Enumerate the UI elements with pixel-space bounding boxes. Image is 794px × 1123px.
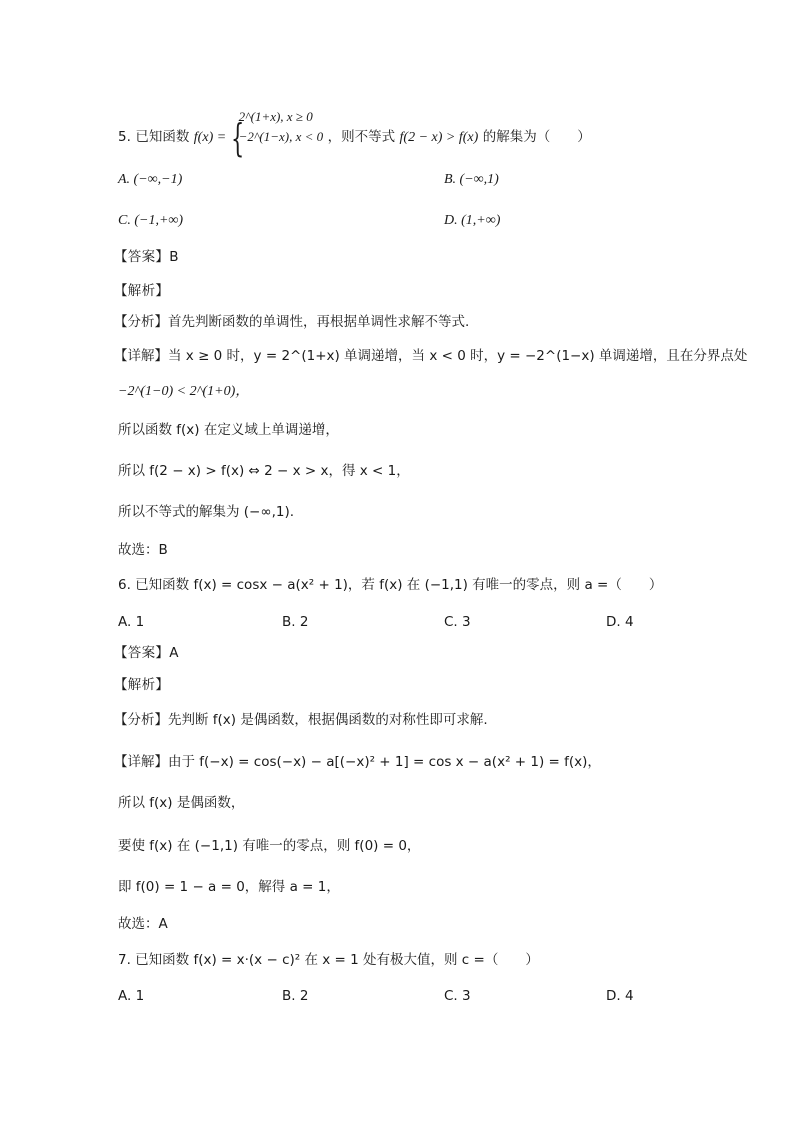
q6-analysis-label: 【解析】 [114, 677, 170, 693]
q7-stem: 7. 已知函数 f(x) = x·(x − c)² 在 x = 1 处有极大值，则 c =（ ） [118, 952, 539, 968]
q5-step-1: 所以函数 f(x) 在定义域上单调递增， [118, 422, 339, 438]
q6-fenxi: 【分析】先判断 f(x) 是偶函数，根据偶函数的对称性即可求解. [114, 712, 488, 728]
q5-case2: −2^(1−x), x < 0 [238, 129, 324, 144]
q5-option-a: A. (−∞,−1) [118, 172, 183, 187]
q5-func: f(x) = [193, 130, 227, 145]
q5-stem-prefix: 已知函数 [135, 129, 190, 145]
q6-option-c: C. 3 [444, 614, 471, 630]
q5-option-d: D. (1,+∞) [444, 213, 501, 228]
q5-number: 5. [118, 129, 131, 145]
q6-option-a: A. 1 [118, 614, 145, 630]
q5-inequality: f(2 − x) > f(x) [399, 130, 479, 145]
q5-option-b: B. (−∞,1) [444, 172, 499, 187]
q6-xiangjie: 【详解】由于 f(−x) = cos(−x) − a[(−x)² + 1] = cos x − a(x² + 1) = f(x)， [114, 754, 601, 770]
q5-stem-suffix: 的解集为（ ） [482, 129, 591, 145]
q7-option-c: C. 3 [444, 988, 471, 1004]
q5-fenxi: 【分析】首先判断函数的单调性，再根据单调性求解不等式. [114, 314, 470, 330]
q5-analysis-label: 【解析】 [114, 283, 170, 299]
q7-option-b: B. 2 [282, 988, 309, 1004]
q6-answer: 【答案】A [114, 645, 179, 661]
q5-stem [118, 109, 591, 160]
q5-answer: 【答案】B [114, 249, 179, 265]
q6-choose: 故选：A [118, 916, 168, 932]
q6-step-1: 所以 f(x) 是偶函数， [118, 795, 245, 811]
q6-step-3: 即 f(0) = 1 − a = 0，解得 a = 1， [118, 879, 340, 895]
q7-option-a: A. 1 [118, 988, 145, 1004]
q5-step-2: 所以 f(2 − x) > f(x) ⇔ 2 − x > x，得 x < 1， [118, 463, 410, 479]
q6-option-b: B. 2 [282, 614, 309, 630]
q5-case1: 2^(1+x), x ≥ 0 [238, 109, 313, 124]
q6-option-d: D. 4 [606, 614, 634, 630]
q5-xiangjie-1: 【详解】当 x ≥ 0 时，y = 2^(1+x) 单调递增，当 x < 0 时，y = −2^(1−x) 单调递增，且在分界点处 [114, 348, 748, 364]
q6-stem: 6. 已知函数 f(x) = cosx − a(x² + 1)，若 f(x) 在 (−1,1) 有唯一的零点，则 a =（ ） [118, 577, 663, 593]
q5-option-c: C. (−1,+∞) [118, 213, 184, 228]
q7-option-d: D. 4 [606, 988, 634, 1004]
q6-step-2: 要使 f(x) 在 (−1,1) 有唯一的零点，则 f(0) = 0， [118, 838, 421, 854]
q5-xiangjie-2: −2^(1−0) < 2^(1+0)， [118, 384, 250, 399]
q5-choose: 故选：B [118, 542, 168, 558]
q5-stem-middle: ，则不等式 [327, 129, 396, 145]
brace-glyph: { [230, 116, 244, 160]
q5-piecewise [230, 109, 324, 160]
q5-step-3: 所以不等式的解集为 (−∞,1). [118, 504, 295, 520]
